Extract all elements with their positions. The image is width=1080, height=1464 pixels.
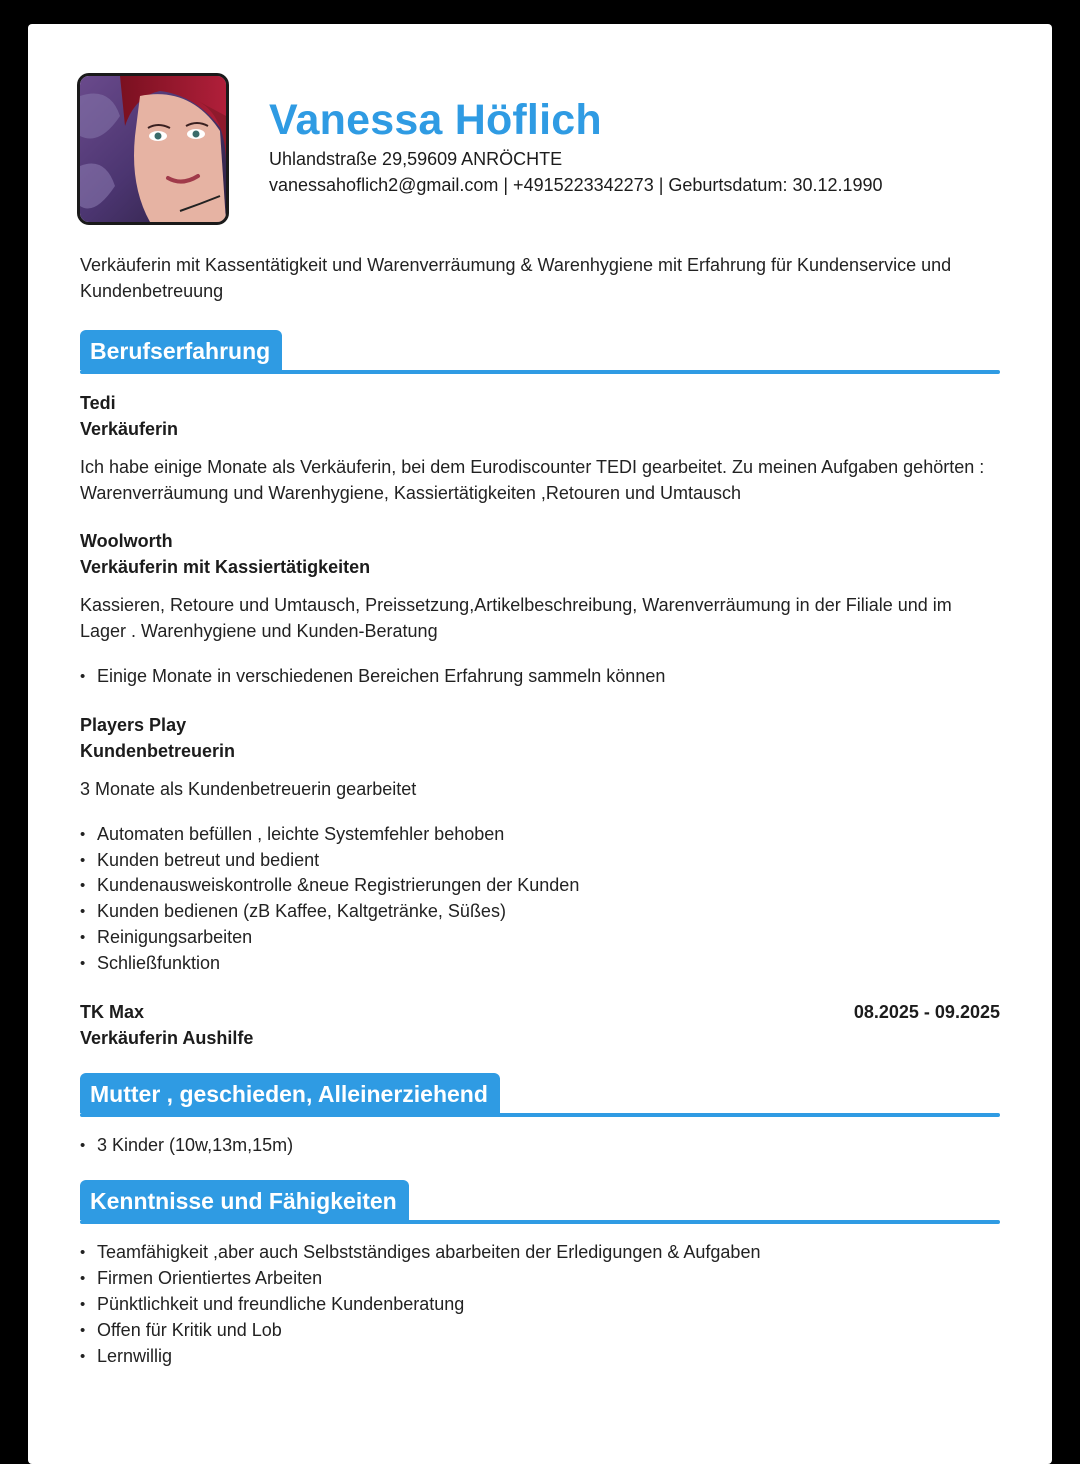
list-item: • Kunden betreut und bedient [80, 848, 1000, 874]
job-description: Kassieren, Retoure und Umtausch, Preissetzung,Artikelbeschreibung, Warenverräumung in der Filiale und im Lager . Warenhygiene und Kunden-Beratung [80, 595, 952, 641]
job-role: Verkäuferin Aushilfe [80, 1027, 254, 1048]
list-item: • Lernwillig [80, 1344, 1000, 1370]
list-item: • Einige Monate in verschiedenen Bereichen Erfahrung sammeln können [80, 664, 1000, 690]
job-bullets [80, 822, 1000, 977]
job-entry [80, 712, 1000, 977]
list-item: • Offen für Kritik und Lob [80, 1318, 1000, 1344]
experience-section [80, 330, 1000, 1051]
list-item: • Pünktlichkeit und freundliche Kundenberatung [80, 1292, 1000, 1318]
list-item: • Kundenausweiskontrolle &neue Registrierungen der Kunden [80, 873, 1000, 899]
job-company: Woolworth [80, 531, 173, 551]
job-company: Players Play [80, 714, 187, 735]
list-item: • Automaten befüllen , leichte Systemfehler behoben [80, 822, 1000, 848]
skills-section [80, 1180, 1000, 1369]
family-section [80, 1073, 1000, 1159]
section-divider [80, 1113, 1000, 1117]
portrait-image [80, 76, 226, 222]
profile-photo [77, 73, 229, 225]
resume-page [28, 24, 1052, 1464]
job-entry [80, 528, 1000, 690]
list-item: • Schließfunktion [80, 951, 1000, 977]
job-description: Ich habe einige Monate als Verkäuferin, bei dem Eurodiscounter TEDI gearbeitet. Zu meinen Aufgaben gehörten : Warenverräumung und Warenhygiene, Kassiertätigkeiten ,Retouren und Umtausch [80, 457, 985, 503]
skills-bullets [80, 1240, 1000, 1369]
candidate-name: Vanessa Höflich [269, 96, 602, 144]
job-description: 3 Monate als Kundenbetreuerin gearbeitet [80, 778, 417, 799]
resume-content [80, 252, 1000, 1391]
list-item: • Teamfähigkeit ,aber auch Selbstständiges abarbeiten der Erledigungen & Aufgaben [80, 1240, 1000, 1266]
job-role: Verkäuferin [80, 419, 179, 439]
list-item: • Reinigungsarbeiten [80, 925, 1000, 951]
section-title: Kenntnisse und Fähigkeiten [80, 1180, 409, 1220]
list-item: • 3 Kinder (10w,13m,15m) [80, 1133, 1000, 1159]
job-dates: 08.2025 - 09.2025 [853, 1001, 1000, 1022]
job-company: Tedi [80, 393, 116, 413]
job-entry [80, 999, 1000, 1051]
job-role: Kundenbetreuerin [80, 740, 236, 761]
list-item: • Firmen Orientiertes Arbeiten [80, 1266, 1000, 1292]
job-company: TK Max [80, 1001, 145, 1022]
profile-summary: Verkäuferin mit Kassentätigkeit und Warenverräumung & Warenhygiene mit Erfahrung für Kundenservice und Kundenbetreuung [80, 255, 952, 301]
section-title: Mutter , geschieden, Alleinerziehend [80, 1073, 500, 1113]
section-header [80, 1180, 1000, 1226]
section-title: Berufserfahrung [80, 330, 282, 370]
contact-line: vanessahoflich2@gmail.com | +4915223342273 | Geburtsdatum: 30.12.1990 [269, 175, 883, 195]
section-divider [80, 370, 1000, 374]
address-line: Uhlandstraße 29,59609 ANRÖCHTE [269, 149, 563, 169]
job-entry [80, 390, 1000, 506]
family-bullets [80, 1133, 1000, 1159]
job-header-row [80, 999, 1000, 1025]
section-header [80, 330, 1000, 376]
header [269, 94, 1022, 198]
section-header [80, 1073, 1000, 1119]
job-bullets [80, 664, 1000, 690]
list-item: • Kunden bedienen (zB Kaffee, Kaltgetränke, Süßes) [80, 899, 1000, 925]
section-divider [80, 1220, 1000, 1224]
job-role: Verkäuferin mit Kassiertätigkeiten [80, 557, 371, 577]
